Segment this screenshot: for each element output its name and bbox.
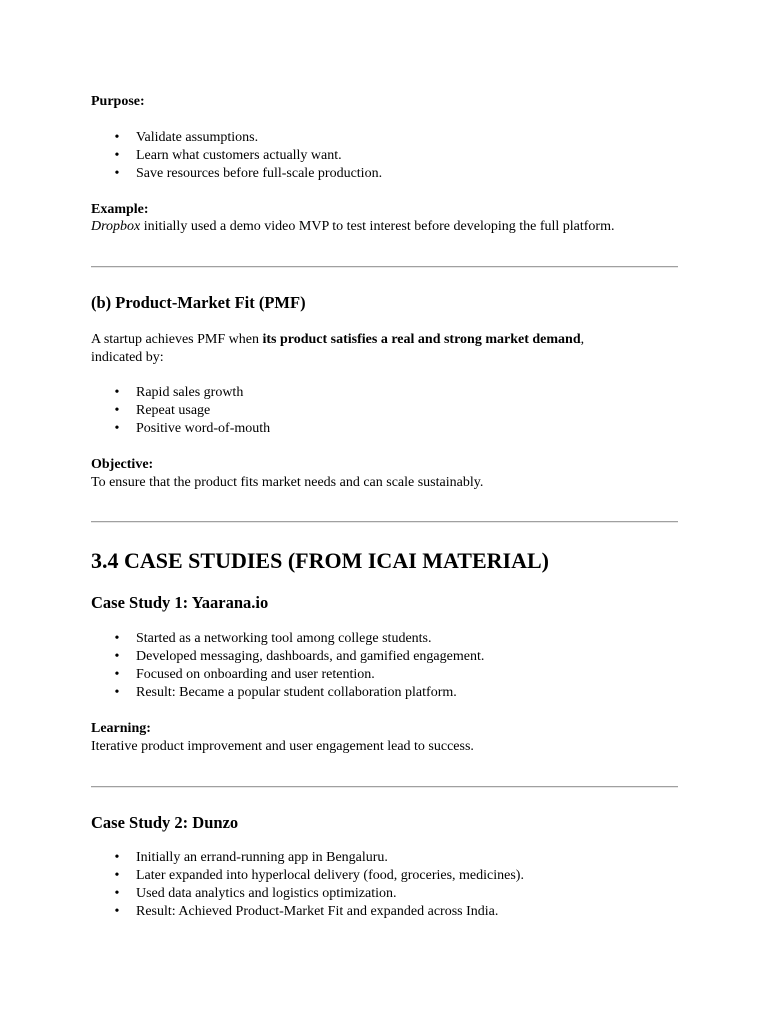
list-item: • Developed messaging, dashboards, and gamified engagement. <box>112 648 484 666</box>
pmf-intro-emphasis: its product satisfies a real and strong market demand <box>262 332 581 347</box>
purpose-heading: Purpose: <box>91 94 145 109</box>
list-item: • Result: Became a popular student collaboration platform. <box>112 684 484 702</box>
list-item: • Started as a networking tool among college students. <box>112 630 484 648</box>
list-item: • Later expanded into hyperlocal delivery (food, groceries, medicines). <box>112 867 524 885</box>
bullet-icon: • <box>114 667 120 682</box>
list-item: • Rapid sales growth <box>112 384 270 402</box>
list-item: • Used data analytics and logistics optimization. <box>112 885 524 903</box>
bullet-icon: • <box>114 130 120 145</box>
list-item: • Initially an errand-running app in Bengaluru. <box>112 849 524 867</box>
objective-text: To ensure that the product fits market needs and can scale sustainably. <box>91 475 484 490</box>
list-item: • Learn what customers actually want. <box>112 147 382 165</box>
objective-heading: Objective: <box>91 457 154 472</box>
example-company: Dropbox <box>91 219 141 234</box>
pmf-intro: A startup achieves PMF when its product satisfies a real and strong market demand, <box>91 332 585 347</box>
list-item: • Save resources before full-scale production. <box>112 165 382 183</box>
divider <box>91 266 678 268</box>
example-text: Dropbox initially used a demo video MVP to test interest before developing the full platform. <box>91 219 615 234</box>
list-item: • Positive word-of-mouth <box>112 420 270 438</box>
bullet-icon: • <box>114 385 120 400</box>
bullet-icon: • <box>114 850 120 865</box>
bullet-icon: • <box>114 649 120 664</box>
list-item: • Result: Achieved Product-Market Fit and expanded across India. <box>112 903 524 921</box>
purpose-list <box>112 129 382 183</box>
bullet-icon: • <box>114 631 120 646</box>
learning-text: Iterative product improvement and user engagement lead to success. <box>91 739 474 754</box>
bullet-icon: • <box>114 868 120 883</box>
bullet-icon: • <box>114 421 120 436</box>
case1-list <box>112 630 484 702</box>
pmf-title: (b) Product-Market Fit (PMF) <box>91 293 306 312</box>
bullet-icon: • <box>114 148 120 163</box>
divider <box>91 786 678 788</box>
bullet-icon: • <box>114 886 120 901</box>
example-heading: Example: <box>91 202 149 217</box>
pmf-list <box>112 384 270 438</box>
list-item: • Repeat usage <box>112 402 270 420</box>
case2-title: Case Study 2: Dunzo <box>91 813 239 832</box>
bullet-icon: • <box>114 685 120 700</box>
bullet-icon: • <box>114 166 120 181</box>
learning-heading: Learning: <box>91 721 151 736</box>
bullet-icon: • <box>114 904 120 919</box>
list-item: • Focused on onboarding and user retention. <box>112 666 484 684</box>
bullet-icon: • <box>114 403 120 418</box>
section-title: 3.4 CASE STUDIES (FROM ICAI MATERIAL) <box>91 548 549 573</box>
divider <box>91 521 678 523</box>
pmf-intro-line2: indicated by: <box>91 350 164 365</box>
case2-list <box>112 849 524 921</box>
case1-title: Case Study 1: Yaarana.io <box>91 593 269 612</box>
list-item: • Validate assumptions. <box>112 129 382 147</box>
